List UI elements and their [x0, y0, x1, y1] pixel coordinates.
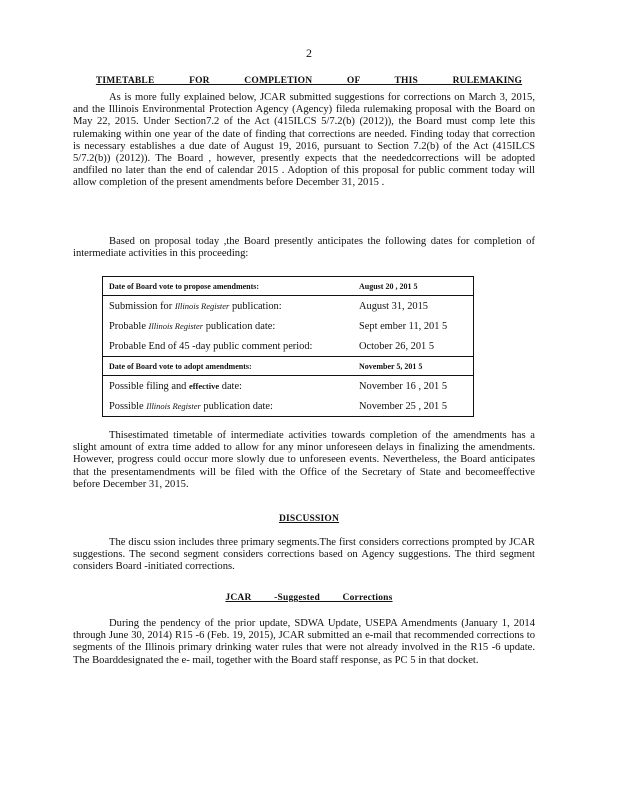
timetable-date: October 26, 201 5: [353, 336, 474, 357]
timetable-date: November 5, 201 5: [353, 357, 474, 376]
timetable-date: November 25 , 201 5: [353, 396, 474, 417]
timetable-row: [103, 396, 474, 417]
timetable-row: [103, 357, 474, 376]
timetable-heading: TIMETABLE FOR COMPLETION OF THIS RULEMAKING: [95, 76, 523, 86]
paragraph-prior-update: During the pendency of the prior update, SDWA Update, USEPA Amendments (January 1, 2014 through June 30, 2014) R15 -6 (Feb. 19, 2015), JCAR submitted an e-mail that recommended corrections to segments of the Illinois primary drinking water rules that were not already involved in the R15 -6 update. The Boarddesignated the e- mail, together with the Board staff response, as PC 5 in that docket.: [73, 618, 535, 666]
timetable-table: [102, 276, 474, 417]
page-number: 2: [306, 46, 312, 60]
discussion-heading: DISCUSSION: [278, 514, 340, 524]
timetable-row: [103, 296, 474, 317]
timetable-label: Possible filing and effective date:: [103, 376, 354, 397]
timetable-row: [103, 336, 474, 357]
paragraph-timetable-note: Thisestimated timetable of intermediate activities towards completion of the amendments has a slight amount of extra time added to allow for any minor unforeseen delays in finalizing the amendments. However, progress could occur more slowly due to unforeseen events. Nevertheless, the Board anticipates that the presentamendments will be filed with the Office of the Secretary of State and becomeeffective before December 31, 2015.: [73, 430, 535, 490]
timetable-date: August 20 , 201 5: [353, 277, 474, 296]
timetable-label: Possible Illinois Register publication date:: [103, 396, 354, 417]
timetable-date: November 16 , 201 5: [353, 376, 474, 397]
timetable-date: Sept ember 11, 201 5: [353, 316, 474, 336]
timetable-date: August 31, 2015: [353, 296, 474, 317]
timetable-label: Probable Illinois Register publication date:: [103, 316, 354, 336]
timetable-label: Probable End of 45 -day public comment period:: [103, 336, 354, 357]
paragraph-discussion: The discu ssion includes three primary segments.The first considers corrections prompted by JCAR suggestions. The second segment considers corrections based on Agency suggestions. The third segment considers Board -initiated corrections.: [73, 537, 535, 573]
paragraph-jcar-summary: As is more fully explained below, JCAR submitted suggestions for corrections on March 3, 2015, and the Illinois Environmental Protection Agency (Agency) fileda rulemaking proposal with the Board on May 22, 2015. Under Section7.2 of the Act (415ILCS 5/7.2(b) (2012)), the Board must comp lete this rulemaking within one year of the date of finding that corrections are needed. Finding today that correction is necessary establishes a due date of August 19, 2016, pursuant to Section 7.2(b) of the Act (415ILCS 5/7.2(b)) (2012)). The Board , however, presently expects that the neededcorrections will be adopted andfiled no later than the end of calendar 2015 . Adoption of this proposal for public comment today will allow completion of the present amendments before December 31, 2015 .: [73, 92, 535, 189]
paragraph-anticipated-dates: Based on proposal today ,the Board presently anticipates the following dates for completion of intermediate activities in this proceeding:: [73, 236, 535, 260]
timetable-label: Date of Board vote to propose amendments:: [103, 277, 354, 296]
timetable-row: [103, 316, 474, 336]
timetable-label: Date of Board vote to adopt amendments:: [103, 357, 354, 376]
jcar-heading: JCAR -Suggested Corrections: [225, 593, 393, 603]
timetable-row: [103, 277, 474, 296]
timetable-row: [103, 376, 474, 397]
timetable-label: Submission for Illinois Register publication:: [103, 296, 354, 317]
